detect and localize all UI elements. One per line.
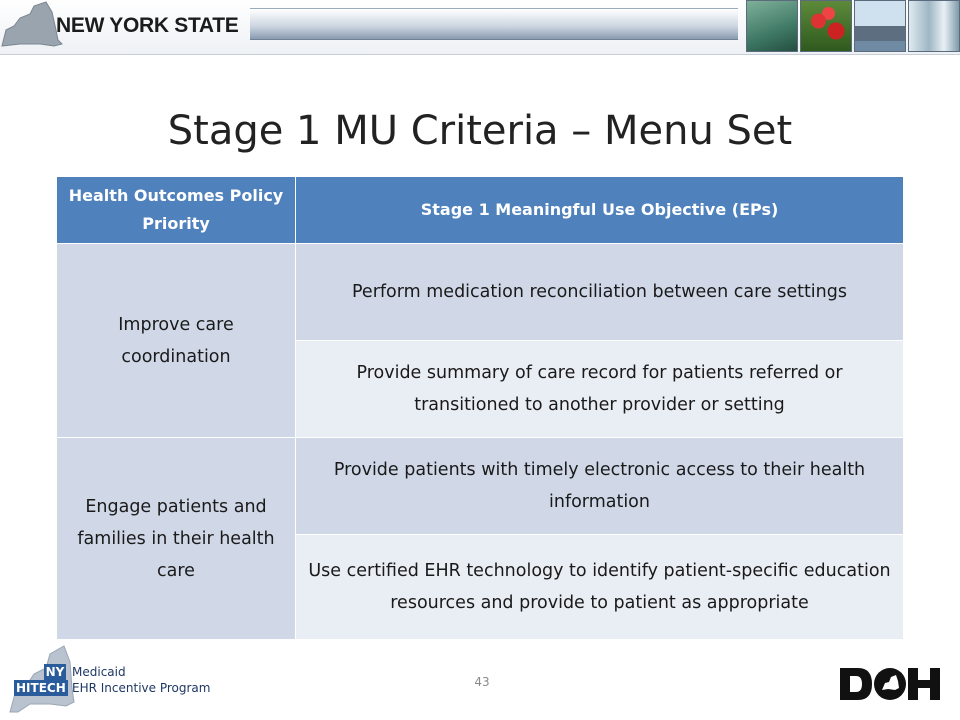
priority-cell: Engage patients and families in their health care: [57, 438, 296, 640]
program-line-ehr: EHR Incentive Program: [72, 681, 211, 695]
statue-of-liberty-photo: [746, 0, 798, 52]
city-skyline-photo: [854, 0, 906, 52]
state-banner: [0, 0, 960, 55]
niagara-falls-photo: [908, 0, 960, 52]
table-header-row: [57, 177, 904, 244]
banner-stripe: [250, 8, 738, 40]
program-name: [72, 664, 210, 696]
table-row: [57, 244, 904, 341]
objective-cell: Provide patients with timely electronic access to their health information: [296, 438, 904, 535]
header-photos: [744, 0, 960, 52]
table-row: [57, 438, 904, 535]
objective-cell: Perform medication reconciliation between care settings: [296, 244, 904, 341]
program-line-medicaid: Medicaid: [72, 665, 126, 679]
menu-set-table: [56, 176, 904, 640]
objective-cell: Use certified EHR technology to identify patient-specific education resources and provide to patient as appropriate: [296, 535, 904, 640]
logo-hitech-text: HITECH: [16, 681, 66, 695]
page-number: 43: [474, 675, 490, 689]
ny-hitech-logo: [14, 664, 68, 696]
state-name-title: NEW YORK STATE: [56, 14, 239, 37]
objective-cell: Provide summary of care record for patients referred or transitioned to another provider or setting: [296, 341, 904, 438]
apples-photo: [800, 0, 852, 52]
priority-cell: Improve care coordination: [57, 244, 296, 438]
logo-ny-text: NY: [45, 665, 65, 679]
column-header-priority: Health Outcomes Policy Priority: [57, 177, 296, 244]
doh-logo: [838, 664, 942, 704]
column-header-objective: Stage 1 Meaningful Use Objective (EPs): [296, 177, 904, 244]
slide-title: Stage 1 MU Criteria – Menu Set: [167, 108, 793, 154]
